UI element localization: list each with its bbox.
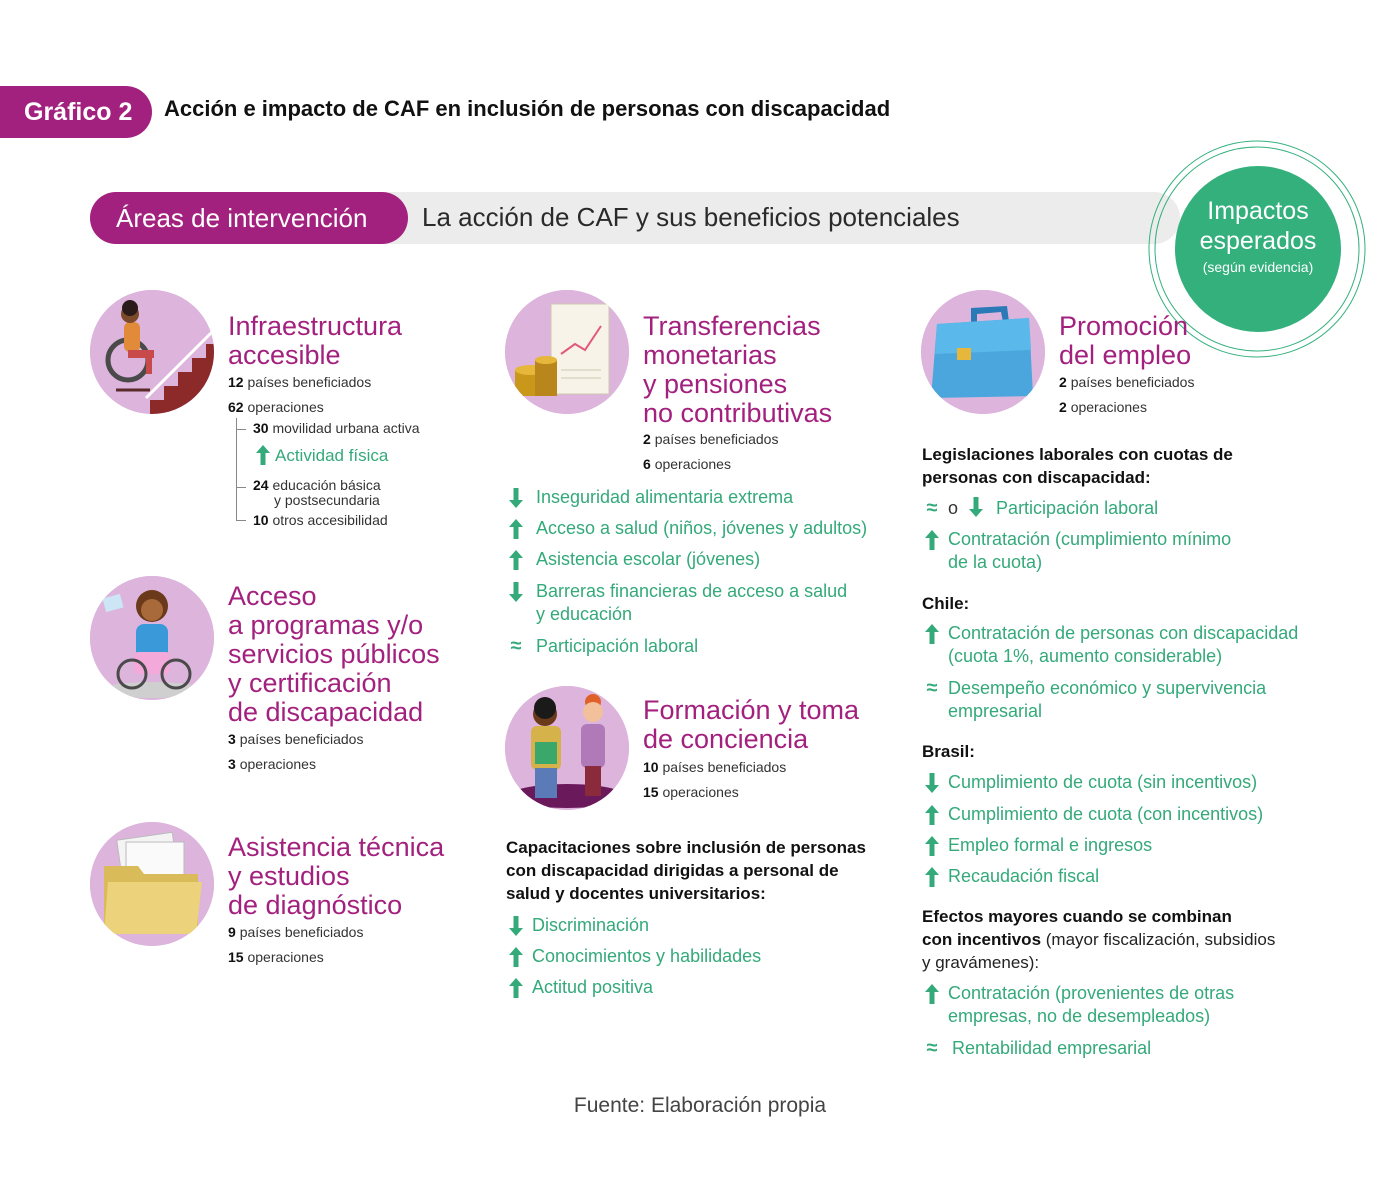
arrow-up-icon bbox=[922, 984, 942, 1004]
arrow-up-icon bbox=[922, 867, 942, 887]
impact-text: Acceso a salud (niños, jóvenes y adultos) bbox=[536, 518, 868, 538]
asistencia-title-line2: y estudios bbox=[228, 861, 350, 891]
acceso-ops-text: operaciones bbox=[239, 756, 316, 772]
arrow-up-icon bbox=[506, 550, 526, 570]
folder-documents-icon bbox=[90, 822, 214, 946]
arrow-up-icon bbox=[506, 978, 526, 998]
impact-text: Asistencia escolar (jóvenes) bbox=[536, 549, 761, 569]
wheelchair-stairs-icon bbox=[90, 290, 214, 414]
impact-brasil-con-incentivos bbox=[922, 803, 1263, 826]
briefcase-icon bbox=[921, 290, 1045, 414]
impact-text-line2: y educación bbox=[536, 604, 633, 624]
empleo-countries bbox=[1059, 370, 1194, 395]
impact-asistencia-escolar bbox=[506, 548, 760, 571]
chart-title: Acción e impacto de CAF en inclusión de personas con discapacidad bbox=[164, 96, 891, 121]
sub3-text: otros accesibilidad bbox=[272, 512, 388, 528]
infraestructura-countries-num: 12 bbox=[228, 374, 244, 390]
impact-text: Participación laboral bbox=[536, 636, 699, 656]
efectos-bold: con incentivos bbox=[922, 930, 1042, 949]
empleo-title-line2: del empleo bbox=[1059, 340, 1192, 370]
impact-conocimientos bbox=[506, 945, 761, 968]
acceso-ops-num: 3 bbox=[228, 756, 236, 772]
arrow-down-icon bbox=[506, 488, 526, 508]
formacion-heading-line3: salud y docentes universitarios: bbox=[506, 884, 766, 903]
acceso-title-line4: y certificación bbox=[228, 668, 392, 698]
infraestructura-countries bbox=[228, 370, 371, 395]
impact-brasil-recaudacion bbox=[922, 865, 1099, 888]
sub1-num: 30 bbox=[253, 420, 269, 436]
wheelchair-person-icon bbox=[90, 576, 214, 700]
formacion-heading-line1: Capacitaciones sobre inclusión de personas bbox=[506, 838, 866, 857]
impact-text: Recaudación fiscal bbox=[948, 866, 1100, 886]
empleo-operations bbox=[1059, 395, 1147, 420]
formacion-title-line2: de conciencia bbox=[643, 724, 809, 754]
two-people-icon bbox=[505, 686, 629, 810]
action-label: La acción de CAF y sus beneficios potenciales bbox=[422, 202, 960, 232]
asistencia-title bbox=[228, 833, 444, 920]
arrow-up-icon bbox=[253, 445, 273, 465]
transferencias-title-line1: Transferencias bbox=[643, 311, 821, 341]
efectos-heading bbox=[922, 905, 1342, 974]
acceso-countries-text: países beneficiados bbox=[239, 731, 364, 747]
asistencia-operations bbox=[228, 945, 324, 970]
acceso-countries bbox=[228, 727, 363, 752]
formacion-ops-text: operaciones bbox=[662, 784, 739, 800]
acceso-countries-num: 3 bbox=[228, 731, 236, 747]
arrow-up-icon bbox=[922, 530, 942, 550]
infraestructura-sub3 bbox=[253, 508, 388, 533]
impact-text-line1: Contratación de personas con discapacidad bbox=[948, 623, 1299, 643]
impact-text-line2: de la cuota) bbox=[948, 552, 1043, 572]
arrow-up-icon bbox=[506, 519, 526, 539]
impact-chile-desempeno bbox=[922, 677, 1266, 723]
empleo-title bbox=[1059, 312, 1191, 370]
impact-brasil-empleo bbox=[922, 834, 1152, 857]
impact-text: Discriminación bbox=[532, 915, 650, 935]
asistencia-countries bbox=[228, 920, 363, 945]
impacts-badge bbox=[1175, 166, 1341, 332]
sub3-num: 10 bbox=[253, 512, 269, 528]
impact-brasil-sin-incentivos bbox=[922, 771, 1257, 794]
efectos-heading-line2 bbox=[922, 928, 1342, 951]
legislaciones-heading-line2: personas con discapacidad: bbox=[922, 468, 1151, 487]
impact-efectos-rentabilidad bbox=[922, 1037, 1151, 1060]
approx-icon: ≈ bbox=[926, 677, 938, 699]
impact-text: Conocimientos y habilidades bbox=[532, 946, 762, 966]
chile-heading: Chile: bbox=[922, 594, 970, 613]
tree-branch bbox=[236, 429, 246, 430]
formacion-countries-text: países beneficiados bbox=[662, 759, 787, 775]
impact-text-line2: empresas, no de desempleados) bbox=[948, 1006, 1211, 1026]
transferencias-countries-text: países beneficiados bbox=[654, 431, 779, 447]
empleo-ops-num: 2 bbox=[1059, 399, 1067, 415]
impact-contratacion-cuota bbox=[922, 528, 1231, 574]
infraestructura-sub1 bbox=[253, 416, 420, 441]
arrow-up-icon bbox=[922, 836, 942, 856]
tree-connector bbox=[236, 418, 237, 520]
transferencias-title bbox=[643, 312, 832, 428]
acceso-title bbox=[228, 582, 440, 727]
formacion-title-line1: Formación y toma bbox=[643, 695, 860, 725]
approx-icon: ≈ bbox=[926, 1037, 938, 1059]
acceso-title-line1: Acceso bbox=[228, 581, 317, 611]
arrow-down-icon bbox=[969, 497, 983, 523]
arrow-up-icon bbox=[922, 624, 942, 644]
infraestructura-title-line2: accesible bbox=[228, 340, 341, 370]
impact-text: Cumplimiento de cuota (con incentivos) bbox=[948, 804, 1264, 824]
arrow-down-icon bbox=[922, 773, 942, 793]
impact-discriminacion bbox=[506, 914, 649, 937]
impacts-badge-line2: esperados bbox=[1199, 227, 1317, 255]
transferencias-ops-text: operaciones bbox=[654, 456, 731, 472]
tree-branch bbox=[236, 487, 246, 488]
impact-participacion-laboral bbox=[922, 497, 1158, 523]
acceso-title-line5: de discapacidad bbox=[228, 697, 424, 727]
impact-actitud bbox=[506, 976, 653, 999]
sub2-text1: educación básica bbox=[272, 477, 381, 493]
asistencia-title-line3: de diagnóstico bbox=[228, 890, 403, 920]
formacion-title bbox=[643, 696, 859, 754]
impact-text-line2: empresarial bbox=[948, 701, 1043, 721]
impact-text: Empleo formal e ingresos bbox=[948, 835, 1153, 855]
impact-text: Rentabilidad empresarial bbox=[952, 1038, 1152, 1058]
infraestructura-ops-text: operaciones bbox=[247, 399, 324, 415]
transferencias-operations bbox=[643, 452, 731, 477]
transferencias-countries bbox=[643, 427, 778, 452]
impact-text: Participación laboral bbox=[996, 498, 1159, 518]
formacion-countries-num: 10 bbox=[643, 759, 659, 775]
formacion-heading bbox=[506, 836, 866, 905]
impact-participacion bbox=[506, 635, 698, 658]
arrow-up-icon bbox=[506, 947, 526, 967]
formacion-operations bbox=[643, 780, 739, 805]
tree-branch bbox=[236, 520, 246, 521]
impact-text-line1: Contratación (provenientes de otras bbox=[948, 983, 1235, 1003]
approx-icon: ≈ bbox=[510, 635, 522, 657]
empleo-countries-num: 2 bbox=[1059, 374, 1067, 390]
impact-text: Actitud positiva bbox=[532, 977, 654, 997]
brasil-heading: Brasil: bbox=[922, 742, 975, 761]
transferencias-ops-num: 6 bbox=[643, 456, 651, 472]
efectos-heading-line3: y gravámenes): bbox=[922, 953, 1040, 972]
impact-text-line1: Barreras financieras de acceso a salud bbox=[536, 581, 848, 601]
transferencias-countries-num: 2 bbox=[643, 431, 651, 447]
formacion-heading-line2: con discapacidad dirigidas a personal de bbox=[506, 861, 839, 880]
sub2-num: 24 bbox=[253, 477, 269, 493]
impact-text-line2: (cuota 1%, aumento considerable) bbox=[948, 646, 1223, 666]
acceso-title-line2: a programas y/o bbox=[228, 610, 424, 640]
or-text: o bbox=[948, 498, 959, 518]
infraestructura-title-line1: Infraestructura bbox=[228, 311, 403, 341]
approx-icon: ≈ bbox=[926, 497, 938, 519]
impact-text: Cumplimiento de cuota (sin incentivos) bbox=[948, 772, 1258, 792]
sub1-text: movilidad urbana activa bbox=[272, 420, 420, 436]
arrow-down-icon bbox=[506, 916, 526, 936]
impacts-badge-line1: Impactos bbox=[1207, 197, 1309, 225]
impact-text-line1: Desempeño económico y supervivencia bbox=[948, 678, 1267, 698]
asistencia-ops-num: 15 bbox=[228, 949, 244, 965]
impact-efectos-contratacion bbox=[922, 982, 1234, 1028]
efectos-normal: (mayor fiscalización, subsidios bbox=[1041, 930, 1276, 949]
impact-text: Inseguridad alimentaria extrema bbox=[536, 487, 794, 507]
impacts-badge-line3: (según evidencia) bbox=[1202, 259, 1314, 275]
asistencia-countries-text: países beneficiados bbox=[239, 924, 364, 940]
formacion-countries bbox=[643, 755, 786, 780]
asistencia-title-line1: Asistencia técnica bbox=[228, 832, 445, 862]
sub2-text2: y postsecundaria bbox=[274, 492, 380, 508]
legislaciones-heading bbox=[922, 443, 1233, 489]
efectos-heading-line1: Efectos mayores cuando se combinan bbox=[922, 907, 1232, 926]
empleo-ops-text: operaciones bbox=[1070, 399, 1147, 415]
formacion-ops-num: 15 bbox=[643, 784, 659, 800]
infraestructura-sub2 bbox=[253, 478, 381, 508]
impact-actividad-fisica bbox=[253, 444, 388, 467]
impact-text-line1: Contratación (cumplimiento mínimo bbox=[948, 529, 1232, 549]
acceso-title-line3: servicios públicos bbox=[228, 639, 440, 669]
acceso-operations bbox=[228, 752, 316, 777]
areas-label: Áreas de intervención bbox=[90, 192, 408, 244]
legislaciones-heading-line1: Legislaciones laborales con cuotas de bbox=[922, 445, 1233, 464]
asistencia-countries-num: 9 bbox=[228, 924, 236, 940]
impact-inseguridad bbox=[506, 486, 793, 509]
empleo-title-line1: Promoción bbox=[1059, 311, 1189, 341]
money-chart-icon bbox=[505, 290, 629, 414]
transferencias-title-line4: no contributivas bbox=[643, 398, 833, 428]
infraestructura-title bbox=[228, 312, 402, 370]
transferencias-title-line2: monetarias bbox=[643, 340, 777, 370]
impact-acceso-salud bbox=[506, 517, 867, 540]
asistencia-ops-text: operaciones bbox=[247, 949, 324, 965]
impact-chile-contratacion bbox=[922, 622, 1298, 668]
infraestructura-ops-num: 62 bbox=[228, 399, 244, 415]
impact-barreras bbox=[506, 580, 847, 626]
transferencias-title-line3: y pensiones bbox=[643, 369, 788, 399]
chart-tag: Gráfico 2 bbox=[0, 86, 152, 138]
source-note: Fuente: Elaboración propia bbox=[573, 1094, 827, 1117]
arrow-up-icon bbox=[922, 805, 942, 825]
impact-text: Actividad física bbox=[275, 446, 389, 465]
infraestructura-countries-text: países beneficiados bbox=[247, 374, 372, 390]
empleo-countries-text: países beneficiados bbox=[1070, 374, 1195, 390]
arrow-down-icon bbox=[506, 582, 526, 602]
